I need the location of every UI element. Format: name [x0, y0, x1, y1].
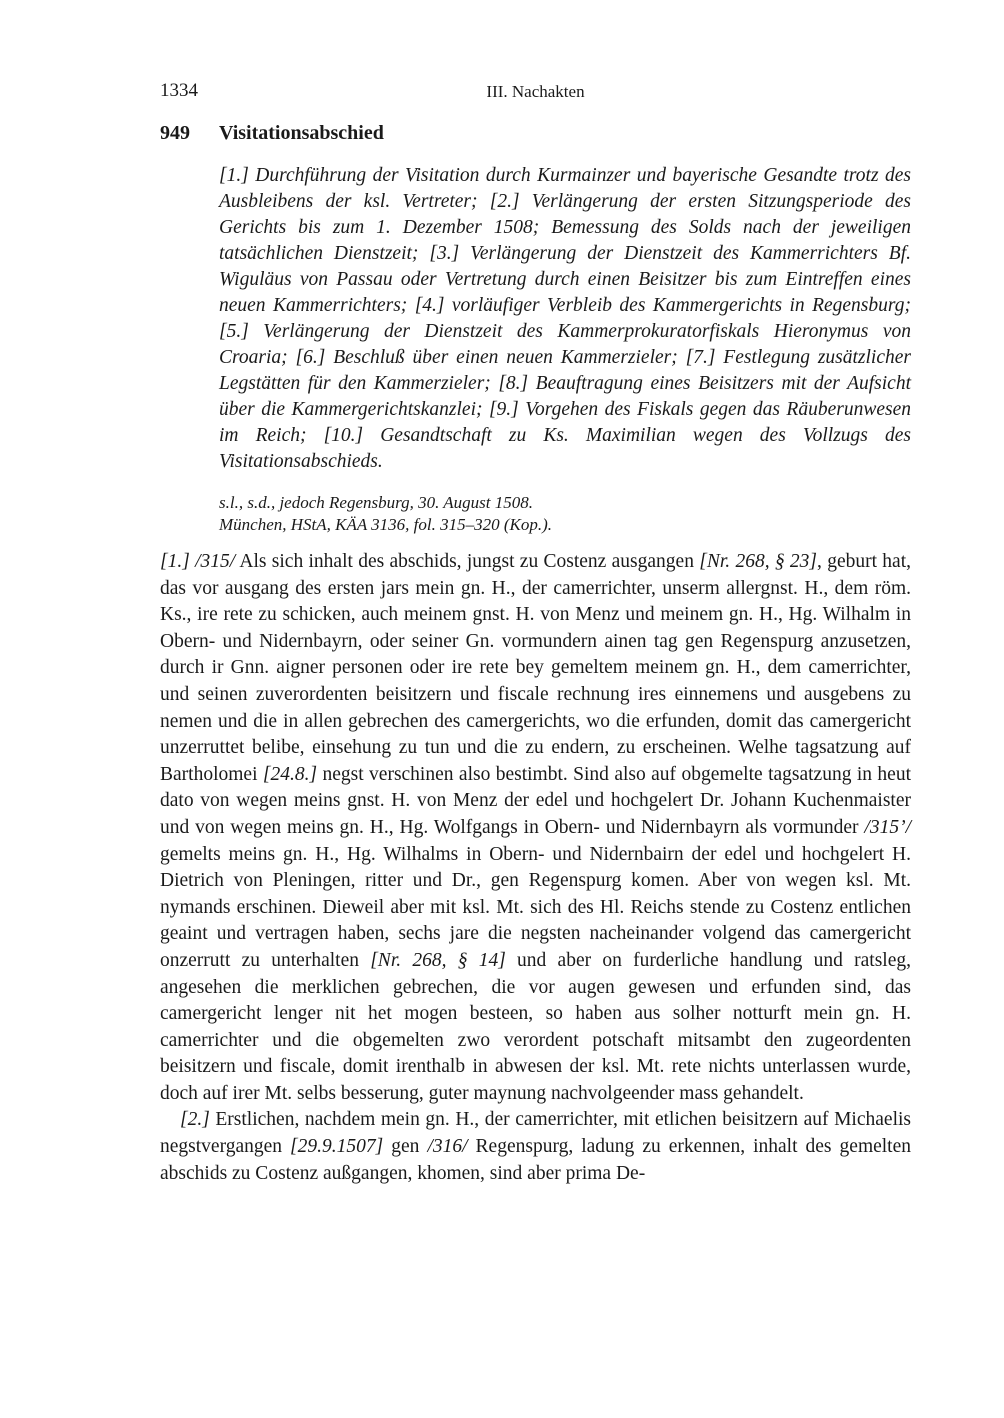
text-run: gen: [383, 1136, 428, 1158]
folio-marker: /315’/: [864, 816, 911, 838]
text-run: und aber on furderliche handlung und ratsleg, angesehen die merklichen gebrechen, die vor augen gewesen und erfunden sind, das camergericht lenger nit het mogen besteen, so haben aus solher notturft mein gn. H. camerrichter und die obgemelten zwo verordent potschaft mitsambt den zugeordenten beisitzern und fiscale, domit irenthalb in abwesen der ksl. Mt. rete nichts unterlassen wurde, doch auf irer Mt. selbs besserung, guter maynung nachvolgeender mass gehandelt.: [160, 949, 911, 1104]
folio-marker: /316/: [427, 1136, 468, 1158]
text-run: negst verschinen also bestimbt. Sind also auf obgemelte tagsatzung in heut dato von wegen meins gnst. H. von Menz der edel und hochgelert Dr. Johann Kuchenmaister und von wegen meins gn. H., Hg. Wolfgangs in Obern- und Nidernbayrn als vormunder: [160, 763, 912, 838]
paragraph-marker: [1.] /315/: [160, 551, 236, 572]
text-run: Regenspurg, ladung zu erkennen, inhalt des gemelten abschids zu Costenz außgangen, khomen, sind aber prima De-: [160, 1136, 912, 1184]
editorial-date: [29.9.1507]: [290, 1136, 384, 1158]
editorial-reference: [Nr. 268, § 14]: [370, 949, 506, 971]
paragraph-marker: [2.]: [180, 1109, 210, 1131]
source-date-line: s.l., s.d., jedoch Regensburg, 30. August 1508.: [219, 493, 534, 512]
entry-summary: [219, 163, 911, 475]
paragraph-2: [160, 1107, 911, 1187]
section-title: III. Nachakten: [486, 82, 585, 101]
entry-title: Visitationsabschied: [219, 122, 384, 144]
source-archive-line: München, HStA, KÄA 3136, fol. 315–320 (Kop.).: [219, 515, 553, 534]
text-run: Als sich inhalt des abschids, jungst zu Costenz ausgangen: [235, 551, 700, 572]
editorial-reference: [Nr. 268, § 23]: [699, 551, 818, 572]
editorial-date: [24.8.]: [262, 763, 318, 785]
text-run: Erstlichen, nachdem mein gn. H., der camerrichter, mit etlichen beisitzern auf Michaelis negstvergangen: [160, 1109, 911, 1158]
page-number: 1334: [160, 80, 198, 101]
summary-text: [1.] Durchführung der Visitation durch Kurmainzer und bayerische Gesandte trotz des Ausbleibens der ksl. Vertreter; [2.] Verlängerung der ersten Sitzungsperiode des Gerichts bis zum 1. Dezember 1508; Bemessung des Solds nach der jeweiligen tatsächlichen Dienstzeit; [3.] Verlängerung der Dienstzeit des Kammerrichters Bf. Wiguläus von Passau oder Vertretung durch einen Beisitzer bis zum Eintreffen eines neuen Kammerrichters; [4.] vorläufiger Verbleib des Kammergerichts in Regensburg; [5.] Verlängerung der Dienstzeit des Kammerprokuratorfiskals Hieronymus von Croaria; [6.] Beschluß über einen neuen Kammerzieler; [7.] Festlegung zusätzlicher Legstätten für den Kammerzieler; [8.] Beauftragung eines Beisitzers mit der Aufsicht über die Kammergerichtskanzlei; [9.] Vorgehen des Fiskals gegen das Räuberunwesen im Reich; [10.] Gesandtschaft zu Ks. Maximilian wegen des Vollzugs des Visitationsabschieds.: [219, 165, 911, 472]
source-note: [219, 492, 911, 536]
text-run: gemelts meins gn. H., Hg. Wilhalms in Obern- und Nidernbairn der edel und hochgelert H. Dietrich von Pleningen, ritter und Dr., gen Regenspurg komen. Aber von wegen ksl. Mt. nymands erschinen. Dieweil aber mit ksl. Mt. sich des Hl. Reichs stende zu Costenz entlichen geaint und vertragen haben, sechs jare die negsten nacheinander volgend das camergericht onzerrutt zu unterhalten: [160, 843, 911, 971]
body-text: [160, 549, 911, 1187]
entry-heading: [160, 122, 384, 145]
text-run: , geburt hat, das vor ausgang des ersten jars mein gn. H., der camerrichter, unserm allergnst. H., dem röm. Ks., ire rete zu schicken, auch meinem gnst. H. von Menz und meinem gn. H., Hg. Wilhalm in Obern- und Nidernbayrn, oder seiner Gn. vormundern ainen tag gen Regenspurg anzusetzen, durch ir Gnn. aigner personen oder ire rete bey gemeltem meinem gn. H., dem camerrichter, und seinen zuverordenten beisitzern und fiscale rechnung ires einnemens und ausgebens zu nemen und die in allen gebrechen des camergerichts, wo die erfunden, domit das camergericht unzerruttet belibe, einsehung zu tun und die zu endern, zu erscheinen. Welhe tagsatzung auf Bartholomei: [160, 551, 912, 785]
entry-number: 949: [160, 122, 190, 144]
paragraph-1: [160, 549, 911, 1107]
running-header: [160, 80, 911, 106]
